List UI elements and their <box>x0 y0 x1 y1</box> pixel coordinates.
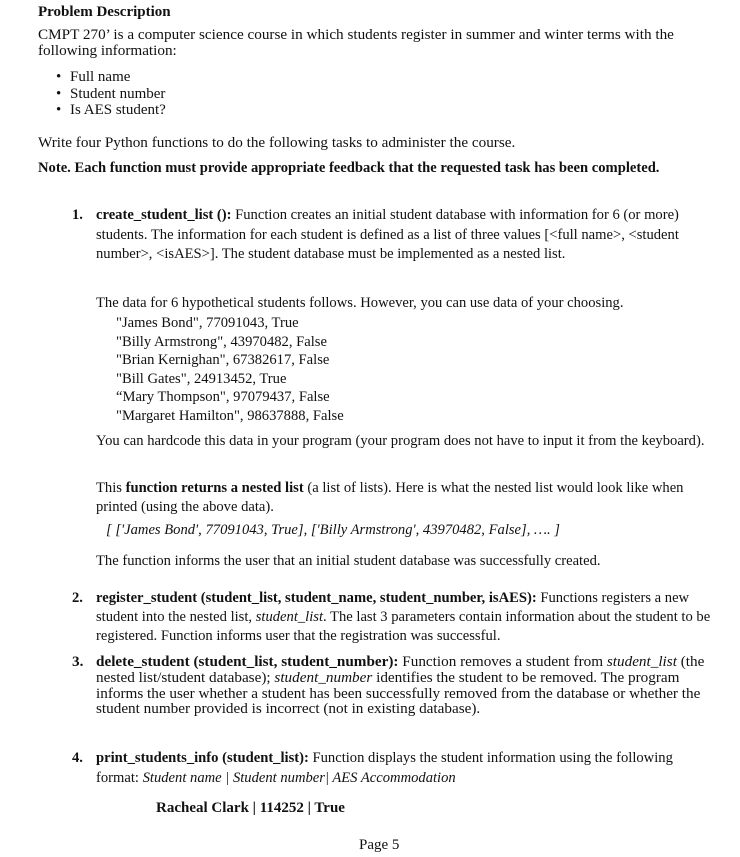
bullet-student-number: • Student number <box>56 86 740 103</box>
item-text: (the nested list/student database); <box>96 653 705 686</box>
hardcode-note: You can hardcode this data in your program (your program does not have to input it from the keyboard). <box>96 433 705 449</box>
item-text: . The last 3 parameters contain information about the student to be registered. Function informs user that the registration was successful. <box>96 609 711 644</box>
task-sentence: Write four Python functions to do the following tasks to administer the course. <box>38 134 516 151</box>
item-italic: student_list <box>255 609 324 625</box>
sample-output: Racheal Clark | 114252 | True <box>156 800 345 816</box>
bullet-is-aes: • Is AES student? <box>56 102 740 119</box>
item-number: 4. <box>72 750 83 766</box>
student-data-list <box>116 314 740 426</box>
function-name: create_student_list (): <box>96 207 232 223</box>
item-body <box>96 589 712 646</box>
student-row: "James Bond", 77091043, True <box>116 315 299 331</box>
student-row: "Billy Armstrong", 43970482, False <box>116 333 327 350</box>
info-bullet-list <box>56 69 740 119</box>
format-spec: Student name | Student number| AES Accommodation <box>142 770 456 786</box>
page-number: Page 5 <box>359 837 400 853</box>
nested-list-example: [ ['James Bond', 77091043, True], ['Billy Armstrong', 43970482, False], …. ] <box>106 522 560 538</box>
student-row: "Margaret Hamilton", 98637888, False <box>116 407 344 424</box>
returns-text: This <box>96 480 126 496</box>
student-row: “Mary Thompson", 97079437, False <box>116 389 330 406</box>
student-row: "Bill Gates", 24913452, True <box>116 370 287 387</box>
item-body <box>96 654 712 717</box>
item-text: Functions registers a new student into the nested list, <box>96 590 690 625</box>
function-name: delete_student (student_list, student_number): <box>96 653 399 670</box>
section-heading: Problem Description <box>38 4 171 20</box>
item-text: Function creates an initial student database with information for 6 (or more) students. The information for each student is defined as a list of three values [<full name>, <student number>, <isAES>]. The student database must be implemented as a nested list. <box>96 207 679 263</box>
returns-text: (a list of lists). Here is what the nested list would look like when printed (using the above data). <box>96 480 684 515</box>
item-number: 1. <box>72 207 83 223</box>
student-row: "Brian Kernighan", 67382617, False <box>116 352 330 369</box>
item-italic: student_number <box>274 668 373 686</box>
item-body <box>96 206 712 265</box>
function-name: register_student (student_list, student_name, student_number, isAES): <box>96 590 537 606</box>
note-paragraph: Note. Each function must provide appropriate feedback that the requested task has been completed. <box>38 160 660 176</box>
returns-bold: function returns a nested list <box>125 480 304 496</box>
item-text: identifies the student to be removed. The program informs the user whether a student has been successfully removed from the database or whether the student number provided is incorrect (not in existing database). <box>96 668 701 718</box>
item-text: Function displays the student information using the following format: <box>96 750 673 786</box>
item-number: 3. <box>72 653 84 670</box>
returns-paragraph <box>96 479 716 517</box>
bullet-full-name: • Full name <box>56 69 740 86</box>
item-italic: student_list <box>606 653 677 670</box>
intro-paragraph: CMPT 270’ is a computer science course in which students register in summer and winter terms with the following information: <box>38 26 674 59</box>
data-intro: The data for 6 hypothetical students follows. However, you can use data of your choosing. <box>96 295 624 311</box>
item-text: Function removes a student from <box>398 653 607 670</box>
item-body <box>96 748 712 788</box>
informs-paragraph: The function informs the user that an initial student database was successfully created. <box>96 553 601 569</box>
item-number: 2. <box>72 590 83 606</box>
function-name: print_students_info (student_list): <box>96 750 309 766</box>
